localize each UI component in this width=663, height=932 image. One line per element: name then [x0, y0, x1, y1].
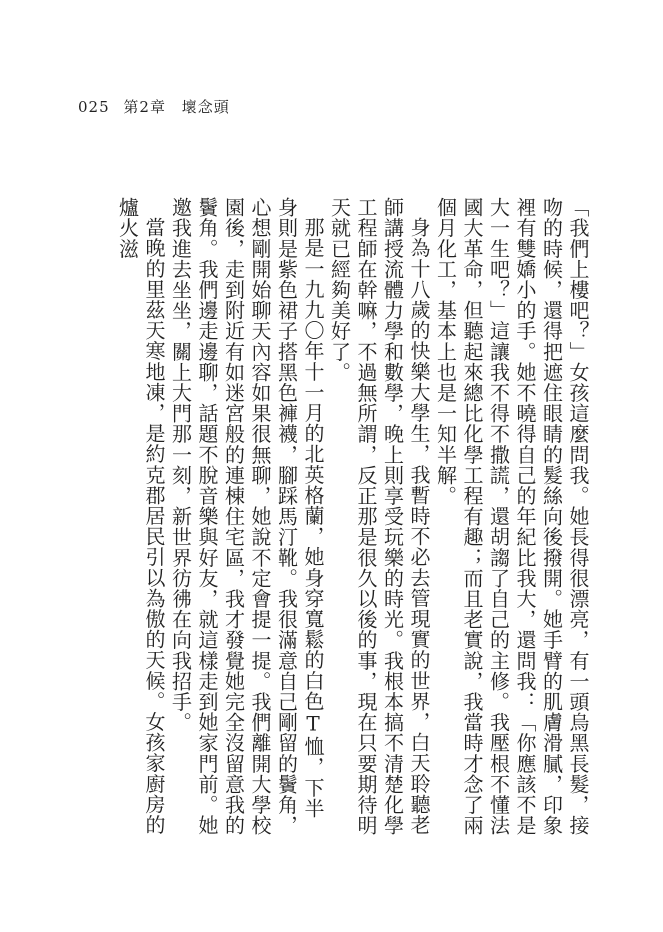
page-number: 025 — [78, 98, 110, 116]
paragraph-3: 那是一九九〇年十一月的北英格蘭，她身穿寬鬆的白色T恤，下半身則是紫色裙子搭黑色褲襪，腳踩馬汀靴。我很滿意自己剛留的鬢角，心想剛開始聊天內容如果很無聊，她說不定會提一提。我們離開大學校園後，走到附近有如迷宮般的連棟住宅區，我才發覺她完全沒留意我的鬢角。我們邊走邊聊，話題不脫音樂與好友，就這樣走到她家門前。她邀我進去坐坐，關上大門那一刻，新世界彷彿在向我招手。 — [168, 197, 325, 836]
running-head — [78, 96, 230, 117]
paragraph-4: 當晚的里茲天寒地凍，是約克郡居民引以為傲的天候。女孩家廚房的爐火滋 — [115, 197, 166, 835]
body-text — [114, 197, 591, 837]
chapter-label: 第2章 — [123, 98, 166, 116]
paragraph-2: 身為十八歲的快樂大學生，我暫時不必去管現實的世界，白天聆聽老師講授流體力學和數學，晚上則享受玩樂的時光。我根本搞不清楚化學工程師在幹嘛，不過無所謂，反正那是很久以後的事，現在只要期待明天就已經夠美好了。 — [327, 197, 431, 836]
chapter-title: 壞念頭 — [181, 98, 230, 116]
paragraph-1: 「我們上樓吧？」女孩這麼問我。她長得很漂亮，有一頭烏黑長髮，接吻的時候，還得把遮住眼睛的髮絲向後撥開。她手臂的肌膚滑膩，印象裡有雙嬌小的手。她不曉得自己的年紀比我大，還問我：「你應該不是大一生吧？」這讓我不得不撒謊，還胡謅了自己的主修。我壓根不懂法國大革命，但聽起來總比化學工程有趣；而且老實說，我當時才念了兩個月化工，基本上也是一知半解。 — [433, 197, 590, 836]
